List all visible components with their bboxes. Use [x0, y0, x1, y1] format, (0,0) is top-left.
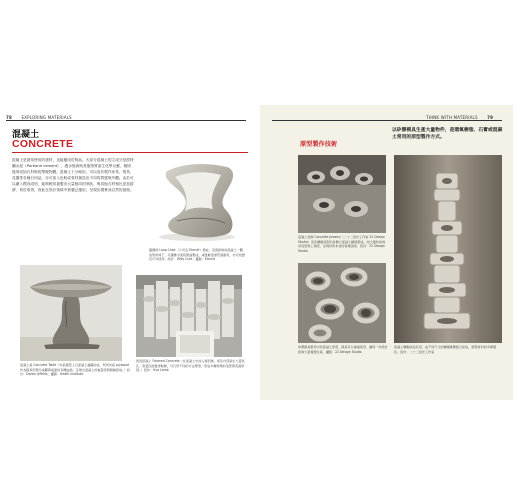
- section-title: 原型製作技術: [300, 141, 338, 148]
- header-rule-left: [6, 120, 246, 121]
- caption-stack: 混凝土螺帽戒指系列，由不同尺寸的螺帽堆疊組合而成，展現材料的多樣變化。設計：二十二設計工作室: [394, 345, 497, 354]
- rings-mold-photo: [298, 263, 386, 343]
- running-head-left-text: EXPLORING MATERIALS: [21, 115, 72, 120]
- caption-mold: 矽膠模具製作中的混凝土原型，模具可以重複使用，讓同一件設計能夠大量複製生產。攝影：22 Design Studio: [298, 345, 388, 354]
- caption-loop-chair: 圓圈椅 Loop Chair（公司名 Eternit）製成，這張經典的混凝土一體成形的椅子，以纖維水泥板彎曲製成，重量輕盈卻堅固耐用，亦可放置於戶外使用。設計：Willy Guhl；攝影：Eternit: [149, 248, 245, 262]
- caption-jewelry: 混凝土首飾 Concrete Jewelry（二十二設計工作室 22 Design Studio）這些螺帽造型的首飾以混凝土翻模製成，結合簡約的幾何造型與工業感，呈現材質本身的質樸美感。設計：22 Design Studio: [298, 235, 386, 253]
- right-page: [260, 105, 513, 400]
- running-head-right-text: THINK WITH MATERIALS: [426, 115, 478, 120]
- header-rule-right: [272, 120, 502, 121]
- caption-foamed-concrete: 發泡混凝土 Foamed Concrete（在混凝土中加入發泡劑，使其內部產生大量氣孔，質量因此變得較輕，可以用不同的方法塑形，形成多種特殊的造型與表面質感。）設計：Hyo Lamb: [136, 359, 245, 373]
- left-page: [6, 105, 258, 400]
- foamed-concrete-photo: [136, 275, 242, 357]
- loop-chair-photo: [149, 157, 242, 246]
- title-english: CONCRETE: [12, 138, 74, 150]
- body-paragraph: 混凝土是最常使用的建材，也能應用於物品。大部分混凝土的主成分是波特蘭水泥（Portland cement），遇水後會與其他物質產生化學反應，凝固後形成如石材般的堅硬物體。混凝土十分耐用，可以用於製作家具、燈具、花器等各種日用品，亦可加入色粉或骨材創造出不同的質感與外觀。由於可以灌入模具成形，能夠輕易複製出大量相同的形狀，與其他石材相比更加經濟、易於取得，因此在設計領域中被廣泛運用，呈現出樸實而自然的風格。: [12, 158, 134, 193]
- title-rule: [12, 152, 248, 153]
- title-chinese: 混凝土: [12, 130, 40, 140]
- concrete-table-photo: [20, 265, 122, 361]
- stacked-rings-photo: [394, 155, 502, 343]
- jewelry-mold-photo: [298, 155, 386, 233]
- page-number-left: 78: [6, 115, 12, 120]
- caption-concrete-table: 混凝土桌 Concrete Table（夾板模型上以混凝土灌鑄而成，利用夾板 plywood 作為模具形塑出桌腳與桌面的有機曲線，呈現出混凝土的重量感與粗糙質地。）設計：Daniel Jeffries；攝影：Heath Institute: [20, 363, 130, 377]
- page-number-right: 79: [487, 115, 494, 120]
- intro-text: 以矽膠模具生產大量物件，是環氧樹脂、石膏或混凝土常用的原型製作方式。: [392, 128, 503, 140]
